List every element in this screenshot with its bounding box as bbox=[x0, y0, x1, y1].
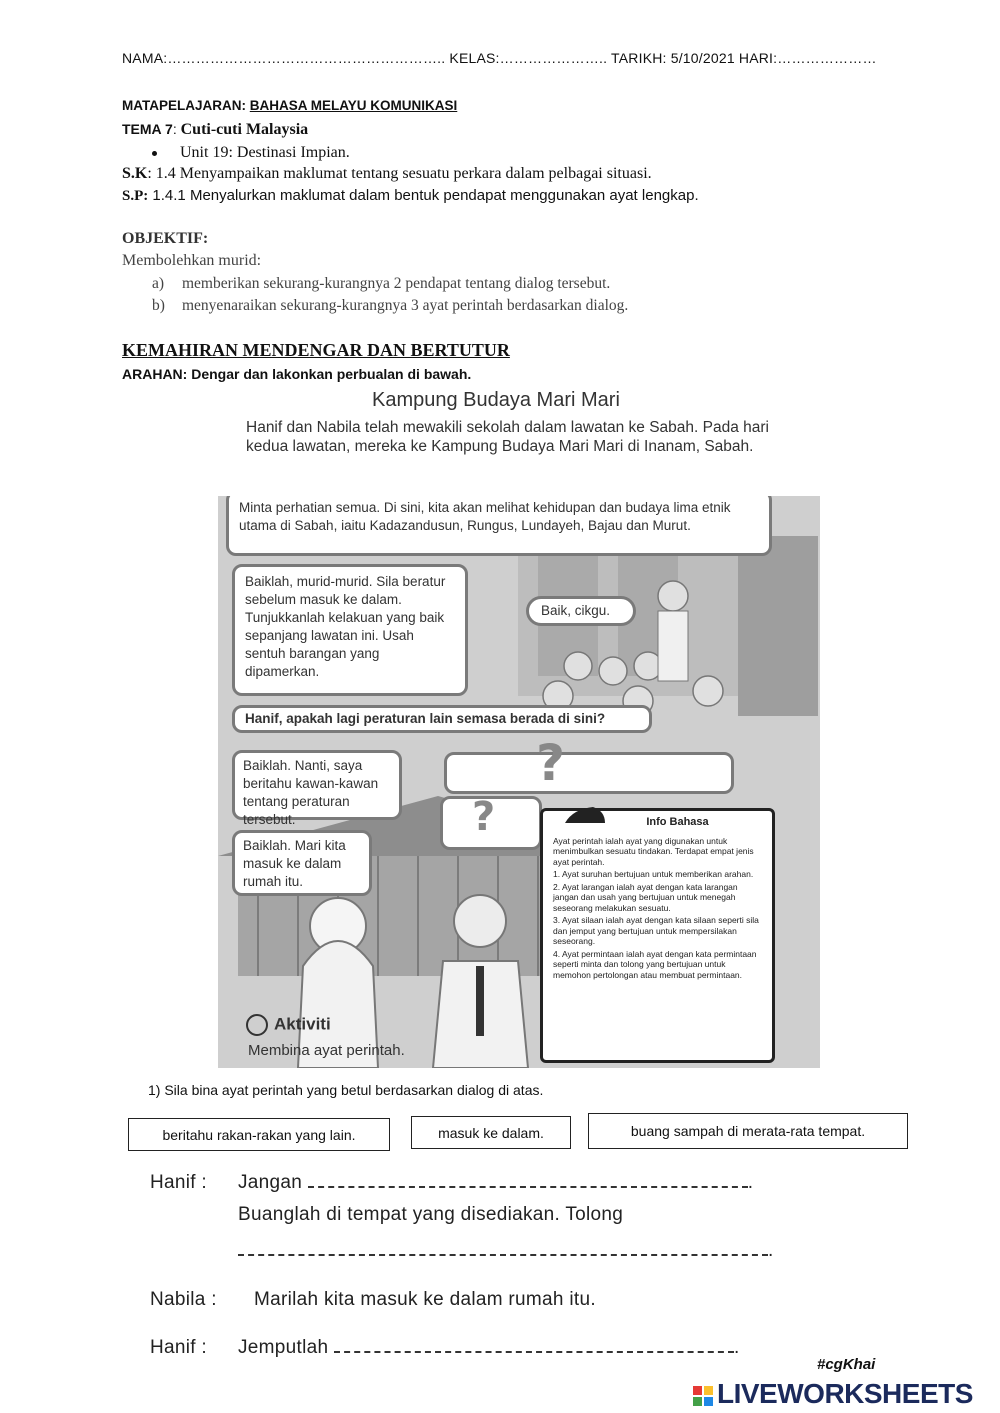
subject-label: MATAPELAJARAN: bbox=[122, 98, 246, 113]
unit-text: Unit 19: Destinasi Impian. bbox=[180, 144, 350, 161]
aktiviti-icon bbox=[246, 1014, 268, 1036]
objektif-intro: Membolehkan murid: bbox=[122, 252, 262, 269]
aktiviti-text: Aktiviti bbox=[274, 1014, 331, 1034]
author-tag: #cgKhai bbox=[817, 1356, 876, 1373]
book-intro: Hanif dan Nabila telah mewakili sekolah dalam lawatan ke Sabah. Pada hari kedua lawatan, mereka ke Kampung Budaya Mari Mari di Inanam, Sabah. bbox=[246, 419, 770, 455]
textbook-scene bbox=[218, 496, 820, 1068]
tema-value: Cuti-cuti Malaysia bbox=[180, 121, 309, 138]
objektif-b-text: menyenaraikan sekurang-kurangnya 3 ayat perintah berdasarkan dialog. bbox=[182, 297, 629, 314]
bubble-nabila: Baiklah. Nanti, saya beritahu kawan-kawan tentang peraturan tersebut. bbox=[232, 750, 402, 820]
nabila-text: Marilah kita masuk ke dalam rumah itu. bbox=[254, 1289, 596, 1310]
answer-blank-3[interactable] bbox=[334, 1349, 734, 1353]
bullet-icon bbox=[152, 151, 157, 156]
question-1: 1) Sila bina ayat perintah yang betul berdasarkan dialog di atas. bbox=[148, 1082, 544, 1098]
question-mark-icon: ? bbox=[536, 734, 566, 792]
worksheet-line-2: Buanglah di tempat yang disediakan. Tolong bbox=[238, 1204, 624, 1225]
objektif-b bbox=[152, 297, 628, 315]
info-item-3: 3. Ayat silaan ialah ayat dengan kata silaan seperti sila dan jemput yang bertujuan untuk mempersilakan seseorang. bbox=[553, 915, 759, 946]
section-title: KEMAHIRAN MENDENGAR DAN BERTUTUR bbox=[122, 340, 510, 360]
bubble-question: Hanif, apakah lagi peraturan lain semasa berada di sini? bbox=[232, 705, 652, 733]
info-bahasa-box bbox=[540, 808, 775, 1063]
worksheet-line-3 bbox=[238, 1240, 774, 1262]
info-text: Ayat perintah ialah ayat yang digunakan untuk menimbulkan sesuatu tindakan. Terdapat empat jenis ayat perintah. bbox=[553, 835, 754, 867]
question-mark-icon-2: ? bbox=[472, 794, 496, 840]
end-dot-1: . bbox=[747, 1172, 754, 1193]
answer-blank-1[interactable] bbox=[308, 1184, 748, 1188]
bubble-teacher: Baiklah, murid-murid. Sila beratur sebelum masuk ke dalam. Tunjukkanlah kelakuan yang baik sepanjang lawatan ini. Usah sentuh barangan yang dipamerkan. bbox=[232, 564, 468, 696]
aktiviti-label bbox=[246, 1014, 331, 1036]
bubble-hanif: Baiklah. Mari kita masuk ke dalam rumah itu. bbox=[232, 830, 372, 896]
tema-line: TEMA 7: Cuti-cuti Malaysia bbox=[122, 121, 309, 138]
sk-value: : 1.4 Menyampaikan maklumat tentang sesuatu perkara dalam pelbagai situasi. bbox=[147, 165, 652, 182]
info-item-2: 2. Ayat larangan ialah ayat dengan kata larangan jangan dan usah yang bertujuan untuk menegah seseorang melakukan sesuatu. bbox=[553, 881, 738, 913]
objektif-title: OBJEKTIF: bbox=[122, 230, 209, 247]
worksheet-line-1 bbox=[150, 1172, 753, 1194]
objektif-a bbox=[152, 275, 610, 293]
worksheet-line-4 bbox=[150, 1289, 596, 1311]
sp-label: S.P: bbox=[122, 188, 149, 204]
arahan-text: ARAHAN: Dengar dan lakonkan perbualan di bawah. bbox=[122, 366, 472, 382]
sp-value: 1.4.1 Menyalurkan maklumat dalam bentuk pendapat menggunakan ayat lengkap. bbox=[148, 187, 699, 204]
membina-text: Membina ayat perintah. bbox=[248, 1042, 405, 1059]
objektif-a-text: memberikan sekurang-kurangnya 2 pendapat tentang dialog tersebut. bbox=[182, 275, 611, 292]
objektif-b-label: b) bbox=[152, 297, 165, 314]
bubble-students: Baik, cikgu. bbox=[526, 596, 636, 626]
bubble-guide: Minta perhatian semua. Di sini, kita akan melihat kehidupan dan budaya lima etnik utama di Sabah, iaitu Kadazandusun, Rungus, Lundayeh, Bajau dan Murut. bbox=[226, 496, 772, 556]
worksheet-line-5 bbox=[150, 1337, 740, 1359]
objektif-a-label: a) bbox=[152, 275, 165, 292]
bubble-empty-1 bbox=[444, 752, 734, 794]
unit-line bbox=[158, 144, 350, 162]
sp-line bbox=[122, 187, 699, 205]
student-info-line: NAMA:………………………………………………….. KELAS:………………….. TARIKH: 5/10/2021 HARI:………………… bbox=[122, 50, 877, 66]
info-item-1: 1. Ayat suruhan bertujuan untuk memberikan arahan. bbox=[553, 869, 754, 879]
end-dot-3: . bbox=[733, 1337, 740, 1358]
book-title: Kampung Budaya Mari Mari bbox=[372, 389, 620, 411]
end-dot-2: . bbox=[768, 1240, 774, 1261]
info-item-4: 4. Ayat permintaan ialah ayat dengan kata permintaan seperti minta dan tolong yang bertujuan untuk memohon pertolongan atau membuat permintaan. bbox=[553, 948, 757, 980]
hanif-jemputlah: Jemputlah bbox=[238, 1337, 329, 1358]
hanif-label-2: Hanif : bbox=[150, 1337, 208, 1358]
nabila-label: Nabila : bbox=[150, 1289, 217, 1310]
hanif-jangan: Jangan bbox=[238, 1172, 303, 1193]
hanif-label-1: Hanif : bbox=[150, 1172, 208, 1193]
sk-line bbox=[122, 165, 652, 183]
tema-label: TEMA 7 bbox=[122, 121, 173, 137]
liveworksheets-logo[interactable] bbox=[693, 1378, 973, 1410]
subject-line bbox=[122, 98, 457, 113]
hat-icon bbox=[563, 805, 607, 827]
option-box-2[interactable]: masuk ke dalam. bbox=[411, 1116, 571, 1149]
logo-squares-icon bbox=[693, 1386, 713, 1406]
info-title: Info Bahasa bbox=[646, 816, 709, 828]
option-box-3[interactable]: buang sampah di merata-rata tempat. bbox=[588, 1113, 908, 1149]
option-box-1[interactable]: beritahu rakan-rakan yang lain. bbox=[128, 1118, 390, 1151]
logo-text: LIVEWORKSHEETS bbox=[717, 1378, 973, 1409]
answer-blank-2[interactable] bbox=[238, 1252, 768, 1256]
sk-label: S.K bbox=[122, 165, 148, 182]
subject-value: BAHASA MELAYU KOMUNIKASI bbox=[249, 98, 458, 113]
